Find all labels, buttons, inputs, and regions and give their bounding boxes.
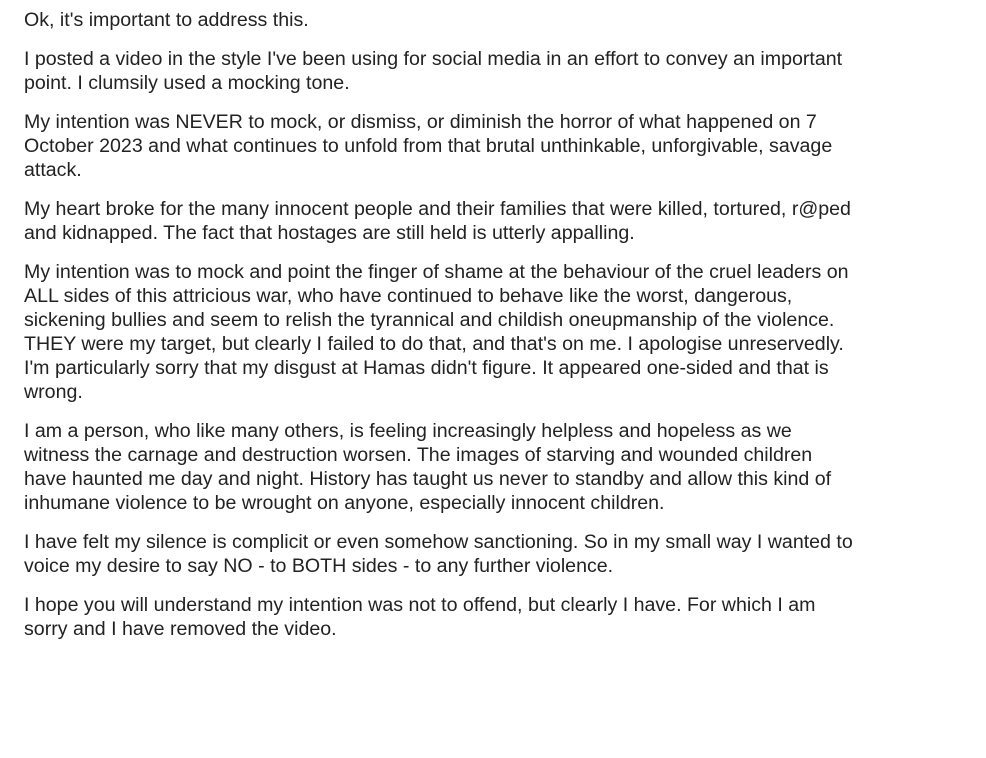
paragraph-intention-leaders: My intention was to mock and point the finger of shame at the behaviour of the cruel leaders on ALL sides of this attricious war, who have continued to behave like the worst, dangerous, sickening bullies and seem to relish the tyrannical and childish oneupmanship of the violence. THEY were my target, but clearly I failed to do that, and that's on me. I apologise unreservedly. I'm particularly sorry that my disgust at Hamas didn't figure. It appeared one-sided and that is wrong. bbox=[24, 261, 849, 403]
statement-text bbox=[24, 8, 976, 656]
paragraph-video-posted: I posted a video in the style I've been using for social media in an effort to convey an important point. I clumsily used a mocking tone. bbox=[24, 48, 843, 94]
paragraph-intention-never: My intention was NEVER to mock, or dismiss, or diminish the horror of what happened on 7 October 2023 and what continues to unfold from that brutal unthinkable, unforgivable, savage attack. bbox=[24, 111, 833, 181]
paragraph-opening: Ok, it's important to address this. bbox=[24, 9, 309, 31]
paragraph-silence: I have felt my silence is complicit or even somehow sanctioning. So in my small way I wanted to voice my desire to say NO - to BOTH sides - to any further violence. bbox=[24, 531, 853, 577]
paragraph-heart-broke: My heart broke for the many innocent people and their families that were killed, tortured, r@ped and kidnapped. The fact that hostages are still held is utterly appalling. bbox=[24, 198, 851, 244]
paragraph-helpless: I am a person, who like many others, is feeling increasingly helpless and hopeless as we witness the carnage and destruction worsen. The images of starving and wounded children have haunted me day and night. History has taught us never to standby and allow this kind of inhumane violence to be wrought on anyone, especially innocent children. bbox=[24, 420, 832, 514]
paragraph-closing: I hope you will understand my intention was not to offend, but clearly I have. For which I am sorry and I have removed the video. bbox=[24, 594, 816, 640]
